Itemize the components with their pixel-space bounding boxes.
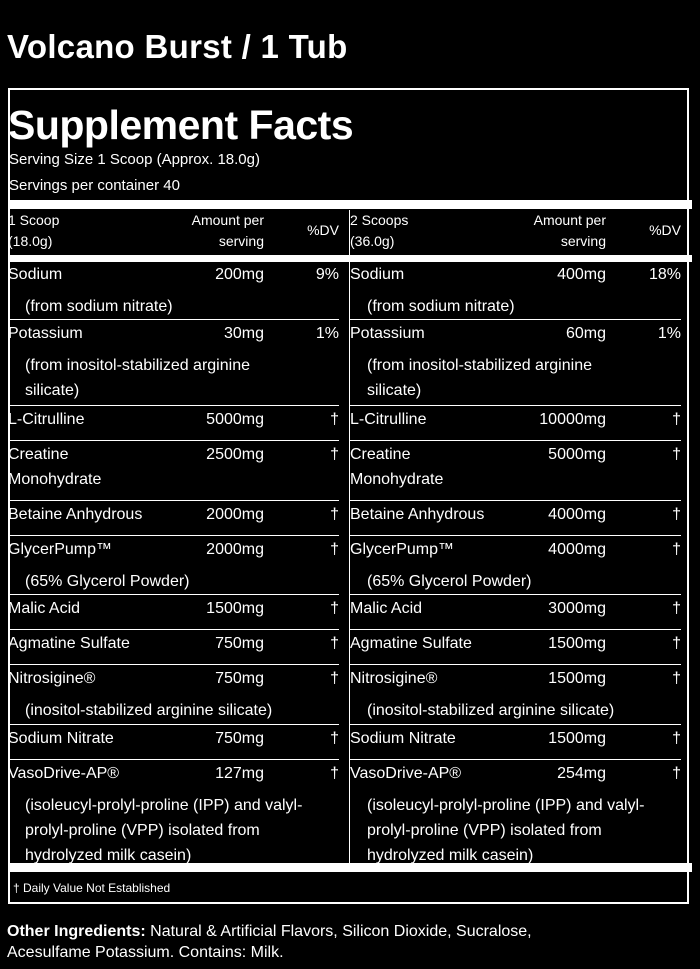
nutrient-row-sodium-nitrate — [8, 725, 339, 760]
nutrient-source-line1: (from inositol-stabilized arginine — [367, 357, 592, 374]
nutrient-amount: 200mg — [215, 266, 264, 283]
nutrient-dv: 1% — [315, 325, 339, 342]
nutrient-name — [350, 442, 443, 492]
nutrient-amount: 254mg — [557, 765, 606, 782]
nutrient-row-malic-acid — [350, 595, 681, 630]
nutrient-dv: † — [330, 411, 339, 428]
nutrient-amount: 10000mg — [539, 411, 606, 428]
nutrient-amount: 127mg — [215, 765, 264, 782]
facts-heading: Supplement Facts — [8, 102, 354, 148]
nutrient-row-agmatine — [350, 630, 681, 665]
nutrient-amount: 4000mg — [548, 506, 606, 523]
nutrient-source: (from sodium nitrate) — [367, 298, 515, 315]
nutrient-name: Potassium — [8, 325, 83, 342]
nutrient-name: L-Citrulline — [350, 411, 427, 428]
nutrient-source: (65% Glycerol Powder) — [25, 573, 190, 590]
nutrient-name: Nitrosigine® — [350, 670, 438, 687]
nutrient-row-glycerpump — [8, 536, 339, 595]
column-header — [8, 210, 339, 252]
nutrient-row-l-citrulline — [8, 406, 339, 441]
nutrient-name: L-Citrulline — [8, 411, 85, 428]
nutrient-name: VasoDrive-AP® — [8, 765, 120, 782]
nutrient-dv: † — [330, 635, 339, 652]
nutrient-name-line2: Monohydrate — [8, 471, 102, 488]
nutrient-row-glycerpump — [350, 536, 681, 595]
nutrient-name-line1: Creatine — [350, 446, 411, 463]
nutrient-row-sodium — [350, 261, 681, 320]
nutrient-dv: † — [672, 730, 681, 747]
nutrient-row-l-citrulline — [350, 406, 681, 441]
amount-header-line2: serving — [560, 233, 606, 249]
nutrient-name: VasoDrive-AP® — [350, 765, 462, 782]
nutrient-row-sodium-nitrate — [350, 725, 681, 760]
column-2-scoops — [350, 210, 681, 868]
serving-label-line2: (18.0g) — [8, 233, 53, 249]
nutrient-row-malic-acid — [8, 595, 339, 630]
nutrient-source-line1: (isoleucyl-prolyl-proline (IPP) and valyl- — [367, 797, 645, 814]
nutrient-dv: 18% — [648, 266, 681, 283]
product-title: Volcano Burst / 1 Tub — [7, 28, 348, 65]
nutrient-name: Agmatine Sulfate — [8, 635, 130, 652]
amount-header — [534, 210, 606, 252]
nutrient-amount: 750mg — [215, 670, 264, 687]
nutrient-row-creatine — [8, 441, 339, 501]
other-ingredients — [7, 921, 697, 963]
nutrient-source — [25, 353, 339, 403]
nutrient-dv: † — [672, 541, 681, 558]
nutrient-row-creatine — [350, 441, 681, 501]
dv-header: %DV — [649, 222, 681, 238]
serving-label-line2: (36.0g) — [350, 233, 395, 249]
nutrient-name-line2: Monohydrate — [350, 471, 444, 488]
nutrient-amount: 1500mg — [548, 670, 606, 687]
nutrient-name: Betaine Anhydrous — [8, 506, 143, 523]
nutrient-row-vasodrive — [350, 760, 681, 868]
serving-label-line1: 1 Scoop — [8, 212, 60, 228]
nutrient-dv: † — [672, 635, 681, 652]
nutrient-amount: 2000mg — [206, 541, 264, 558]
nutrient-name: Sodium Nitrate — [350, 730, 456, 747]
serving-label-line1: 2 Scoops — [350, 212, 409, 228]
nutrient-amount: 5000mg — [206, 411, 264, 428]
amount-header-line1: Amount per — [533, 212, 606, 228]
nutrient-source: (65% Glycerol Powder) — [367, 573, 532, 590]
amount-header — [192, 210, 264, 252]
nutrient-source-line2: silicate) — [367, 382, 422, 399]
serving-size: Serving Size 1 Scoop (Approx. 18.0g) — [9, 151, 260, 168]
column-header — [350, 210, 681, 252]
nutrient-dv: † — [330, 670, 339, 687]
nutrient-dv: 9% — [315, 266, 339, 283]
nutrient-source — [367, 793, 681, 868]
nutrient-amount: 750mg — [215, 635, 264, 652]
nutrient-dv: † — [672, 600, 681, 617]
nutrient-name: Sodium Nitrate — [8, 730, 114, 747]
column-1-scoop — [8, 210, 339, 868]
nutrient-source-line2: prolyl-proline (VPP) isolated from — [367, 822, 602, 839]
nutrient-name: GlycerPump™ — [8, 541, 113, 558]
nutrient-row-betaine — [350, 501, 681, 536]
nutrient-dv: † — [672, 446, 681, 463]
nutrient-amount: 5000mg — [548, 446, 606, 463]
thick-rule-top — [8, 200, 692, 209]
nutrient-source-line1: (isoleucyl-prolyl-proline (IPP) and valyl- — [25, 797, 303, 814]
other-ingredients-text-line2: Acesulfame Potassium. Contains: Milk. — [7, 944, 284, 961]
amount-header-line2: serving — [218, 233, 264, 249]
nutrient-row-nitrosigine — [8, 665, 339, 725]
nutrient-dv: † — [330, 446, 339, 463]
other-ingredients-label: Other Ingredients: — [7, 923, 146, 940]
daily-value-footnote: † Daily Value Not Established — [13, 881, 171, 895]
nutrient-row-betaine — [8, 501, 339, 536]
nutrient-row-agmatine — [8, 630, 339, 665]
nutrient-dv: † — [330, 600, 339, 617]
nutrient-amount: 60mg — [565, 325, 606, 342]
nutrient-source: (from sodium nitrate) — [25, 298, 173, 315]
nutrient-amount: 4000mg — [548, 541, 606, 558]
nutrient-name: Nitrosigine® — [8, 670, 96, 687]
nutrient-name: Agmatine Sulfate — [350, 635, 472, 652]
nutrient-row-nitrosigine — [350, 665, 681, 725]
serving-label — [8, 210, 59, 252]
nutrient-name: Sodium — [350, 266, 405, 283]
nutrient-dv: † — [672, 411, 681, 428]
nutrient-name: Sodium — [8, 266, 63, 283]
nutrient-source-line2: silicate) — [25, 382, 80, 399]
nutrient-amount: 2500mg — [206, 446, 264, 463]
nutrient-amount: 1500mg — [548, 635, 606, 652]
nutrient-amount: 30mg — [223, 325, 264, 342]
nutrient-name: Potassium — [350, 325, 425, 342]
nutrient-amount: 2000mg — [206, 506, 264, 523]
nutrient-source-line3: hydrolyzed milk casein) — [25, 847, 192, 864]
nutrient-source: (inositol-stabilized arginine silicate) — [25, 702, 273, 719]
serving-label — [350, 210, 408, 252]
nutrient-dv: † — [672, 670, 681, 687]
nutrient-source-line3: hydrolyzed milk casein) — [367, 847, 534, 864]
nutrient-name: Betaine Anhydrous — [350, 506, 485, 523]
nutrient-amount: 1500mg — [206, 600, 264, 617]
dv-header: %DV — [307, 222, 339, 238]
nutrient-source — [367, 353, 681, 403]
other-ingredients-text: Natural & Artificial Flavors, Silicon Dioxide, Sucralose, — [145, 923, 532, 940]
nutrient-amount: 400mg — [557, 266, 606, 283]
nutrient-amount: 750mg — [215, 730, 264, 747]
nutrient-amount: 1500mg — [548, 730, 606, 747]
nutrient-dv: † — [672, 765, 681, 782]
nutrient-dv: † — [330, 765, 339, 782]
nutrient-dv: † — [330, 506, 339, 523]
nutrient-name-line1: Creatine — [8, 446, 69, 463]
nutrient-source: (inositol-stabilized arginine silicate) — [367, 702, 615, 719]
nutrient-name: Malic Acid — [350, 600, 423, 617]
nutrient-amount: 3000mg — [548, 600, 606, 617]
nutrient-row-potassium — [8, 320, 339, 406]
servings-per-container: Servings per container 40 — [9, 177, 180, 194]
nutrient-dv: † — [672, 506, 681, 523]
nutrient-source-line2: prolyl-proline (VPP) isolated from — [25, 822, 260, 839]
amount-header-line1: Amount per — [191, 212, 264, 228]
nutrient-row-vasodrive — [8, 760, 339, 868]
nutrient-source-line1: (from inositol-stabilized arginine — [25, 357, 250, 374]
nutrient-name: Malic Acid — [8, 600, 81, 617]
nutrient-row-sodium — [8, 261, 339, 320]
nutrient-dv: † — [330, 541, 339, 558]
nutrient-dv: † — [330, 730, 339, 747]
nutrient-name — [8, 442, 101, 492]
nutrient-source — [25, 793, 339, 868]
nutrient-name: GlycerPump™ — [350, 541, 455, 558]
nutrient-dv: 1% — [657, 325, 681, 342]
nutrient-row-potassium — [350, 320, 681, 406]
